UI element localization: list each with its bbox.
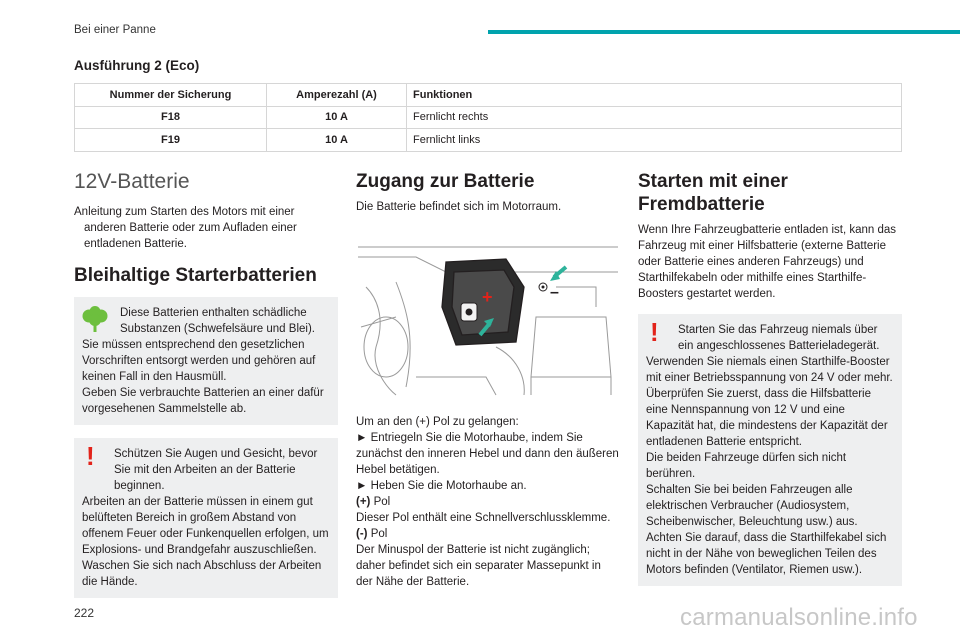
- environment-note: [74, 297, 338, 425]
- fuse-ampere: 10 A: [267, 106, 407, 129]
- exclamation-icon: !: [86, 441, 95, 471]
- warning-line: Überprüfen Sie zuerst, dass die Hilfsbatterie eine Nennspannung von 12 V und eine Kapazität hat, die mindestens der Kapazität der entladenen Batterie entspricht.: [646, 388, 888, 448]
- environment-line: Diese Batterien enthalten schädliche Substanzen (Schwefelsäure und Blei).: [120, 307, 315, 335]
- jump-start-heading: Starten mit einer Fremdbatterie: [638, 171, 788, 215]
- access-intro: Die Batterie befindet sich im Motorraum.: [356, 201, 562, 213]
- fuse-function: Fernlicht links: [407, 129, 902, 152]
- plus-pole-text: Dieser Pol enthält eine Schnellverschlussklemme.: [356, 512, 611, 524]
- step-item: ► Entriegeln Sie die Motorhaube, indem Sie zunächst den inneren Hebel und dann den äußeren Hebel betätigen.: [356, 432, 619, 476]
- column-header: Funktionen: [407, 84, 902, 107]
- table-row: [75, 106, 902, 129]
- exclamation-icon: !: [650, 317, 659, 347]
- warning-line: Achten Sie darauf, dass die Starthilfekabel sich nicht in der Nähe von beweglichen Teilen des Motors befinden (Ventilator, Riemen usw.).: [646, 532, 887, 576]
- plus-pole-label: +: [482, 287, 493, 307]
- fuse-function: Fernlicht rechts: [407, 106, 902, 129]
- fuse-table: [74, 83, 902, 152]
- plus-pole-row: [356, 494, 620, 510]
- minus-pole-text: Der Minuspol der Batterie ist nicht zugänglich; daher befindet sich ein separater Massepunkt in der Nähe der Batterie.: [356, 544, 601, 588]
- page-number: 222: [74, 606, 95, 620]
- warning-line: Verwenden Sie niemals einen Starthilfe-Booster mit einer Betriebsspannung von 24 V oder mehr.: [646, 356, 893, 384]
- table-header-row: [75, 84, 902, 107]
- column-header: Nummer der Sicherung: [75, 84, 267, 107]
- battery-intro: Anleitung zum Starten des Motors mit einer anderen Batterie oder zum Aufladen einer entladenen Batterie.: [74, 206, 297, 250]
- jump-start-intro: Wenn Ihre Fahrzeugbatterie entladen ist, kann das Fahrzeug mit einer Hilfsbatterie (externe Batterie oder Batterie eines anderen Fahrzeugs) und Starthilfekabeln oder mithilfe eines Starthilfe-Boosters gestartet werden.: [638, 224, 897, 300]
- recycle-tree-icon: [82, 306, 108, 339]
- lead-battery-heading: Bleihaltige Starterbatterien: [74, 265, 317, 286]
- fuse-section-title: Ausführung 2 (Eco): [74, 58, 200, 73]
- column-battery-info: [74, 170, 338, 598]
- access-plus-intro: Um an den (+) Pol zu gelangen:: [356, 416, 519, 428]
- column-jump-start: [638, 170, 902, 586]
- warning-line: Arbeiten an der Batterie müssen in einem gut belüfteten Bereich in großem Abstand von offenem Feuer oder Funkenquellen erfolgen, um Explosions- und Brandgefahr auszuschließen.: [82, 496, 329, 556]
- warning-line: Die beiden Fahrzeuge dürfen sich nicht berühren.: [646, 452, 847, 480]
- environment-line: Geben Sie verbrauchte Batterien an einer dafür vorgesehenen Sammelstelle ab.: [82, 387, 324, 415]
- access-heading: Zugang zur Batterie: [356, 171, 535, 192]
- battery-warning: [74, 438, 338, 598]
- jump-start-warning: [638, 314, 902, 586]
- column-header: Amperezahl (A): [267, 84, 407, 107]
- minus-pole-row: [356, 526, 620, 542]
- plus-pole-symbol: (+): [356, 496, 371, 508]
- fuse-number: F18: [75, 106, 267, 129]
- column-battery-access: [356, 170, 620, 590]
- watermark: carmanualsonline.info: [680, 604, 918, 631]
- warning-line: Schalten Sie bei beiden Fahrzeugen alle elektrischen Verbraucher (Audiosystem, Scheibenwischer, Beleuchtung usw.) aus.: [646, 484, 858, 528]
- minus-pole-symbol: (-): [356, 528, 368, 540]
- warning-line: Starten Sie das Fahrzeug niemals über ein angeschlossenes Batterieladegerät.: [678, 324, 880, 352]
- battery-heading: 12V-Batterie: [74, 170, 190, 193]
- step-item: ► Heben Sie die Motorhaube an.: [356, 480, 527, 492]
- minus-pole-title: Pol: [370, 528, 388, 540]
- warning-line: Waschen Sie sich nach Abschluss der Arbeiten die Hände.: [82, 560, 322, 588]
- minus-pole-label: –: [550, 284, 559, 301]
- environment-line: Sie müssen entsprechend den gesetzlichen Vorschriften entsorgt werden und gehören auf keinen Fall in den Hausmüll.: [82, 339, 316, 383]
- warning-line: Schützen Sie Augen und Gesicht, bevor Sie mit den Arbeiten an der Batterie beginnen.: [114, 448, 318, 492]
- fuse-number: F19: [75, 129, 267, 152]
- fuse-ampere: 10 A: [267, 129, 407, 152]
- chapter-header: Bei einer Panne: [74, 24, 156, 36]
- engine-bay-illustration: [356, 227, 620, 397]
- plus-pole-title: Pol: [373, 496, 391, 508]
- header-accent-bar: [488, 30, 960, 34]
- table-row: [75, 129, 902, 152]
